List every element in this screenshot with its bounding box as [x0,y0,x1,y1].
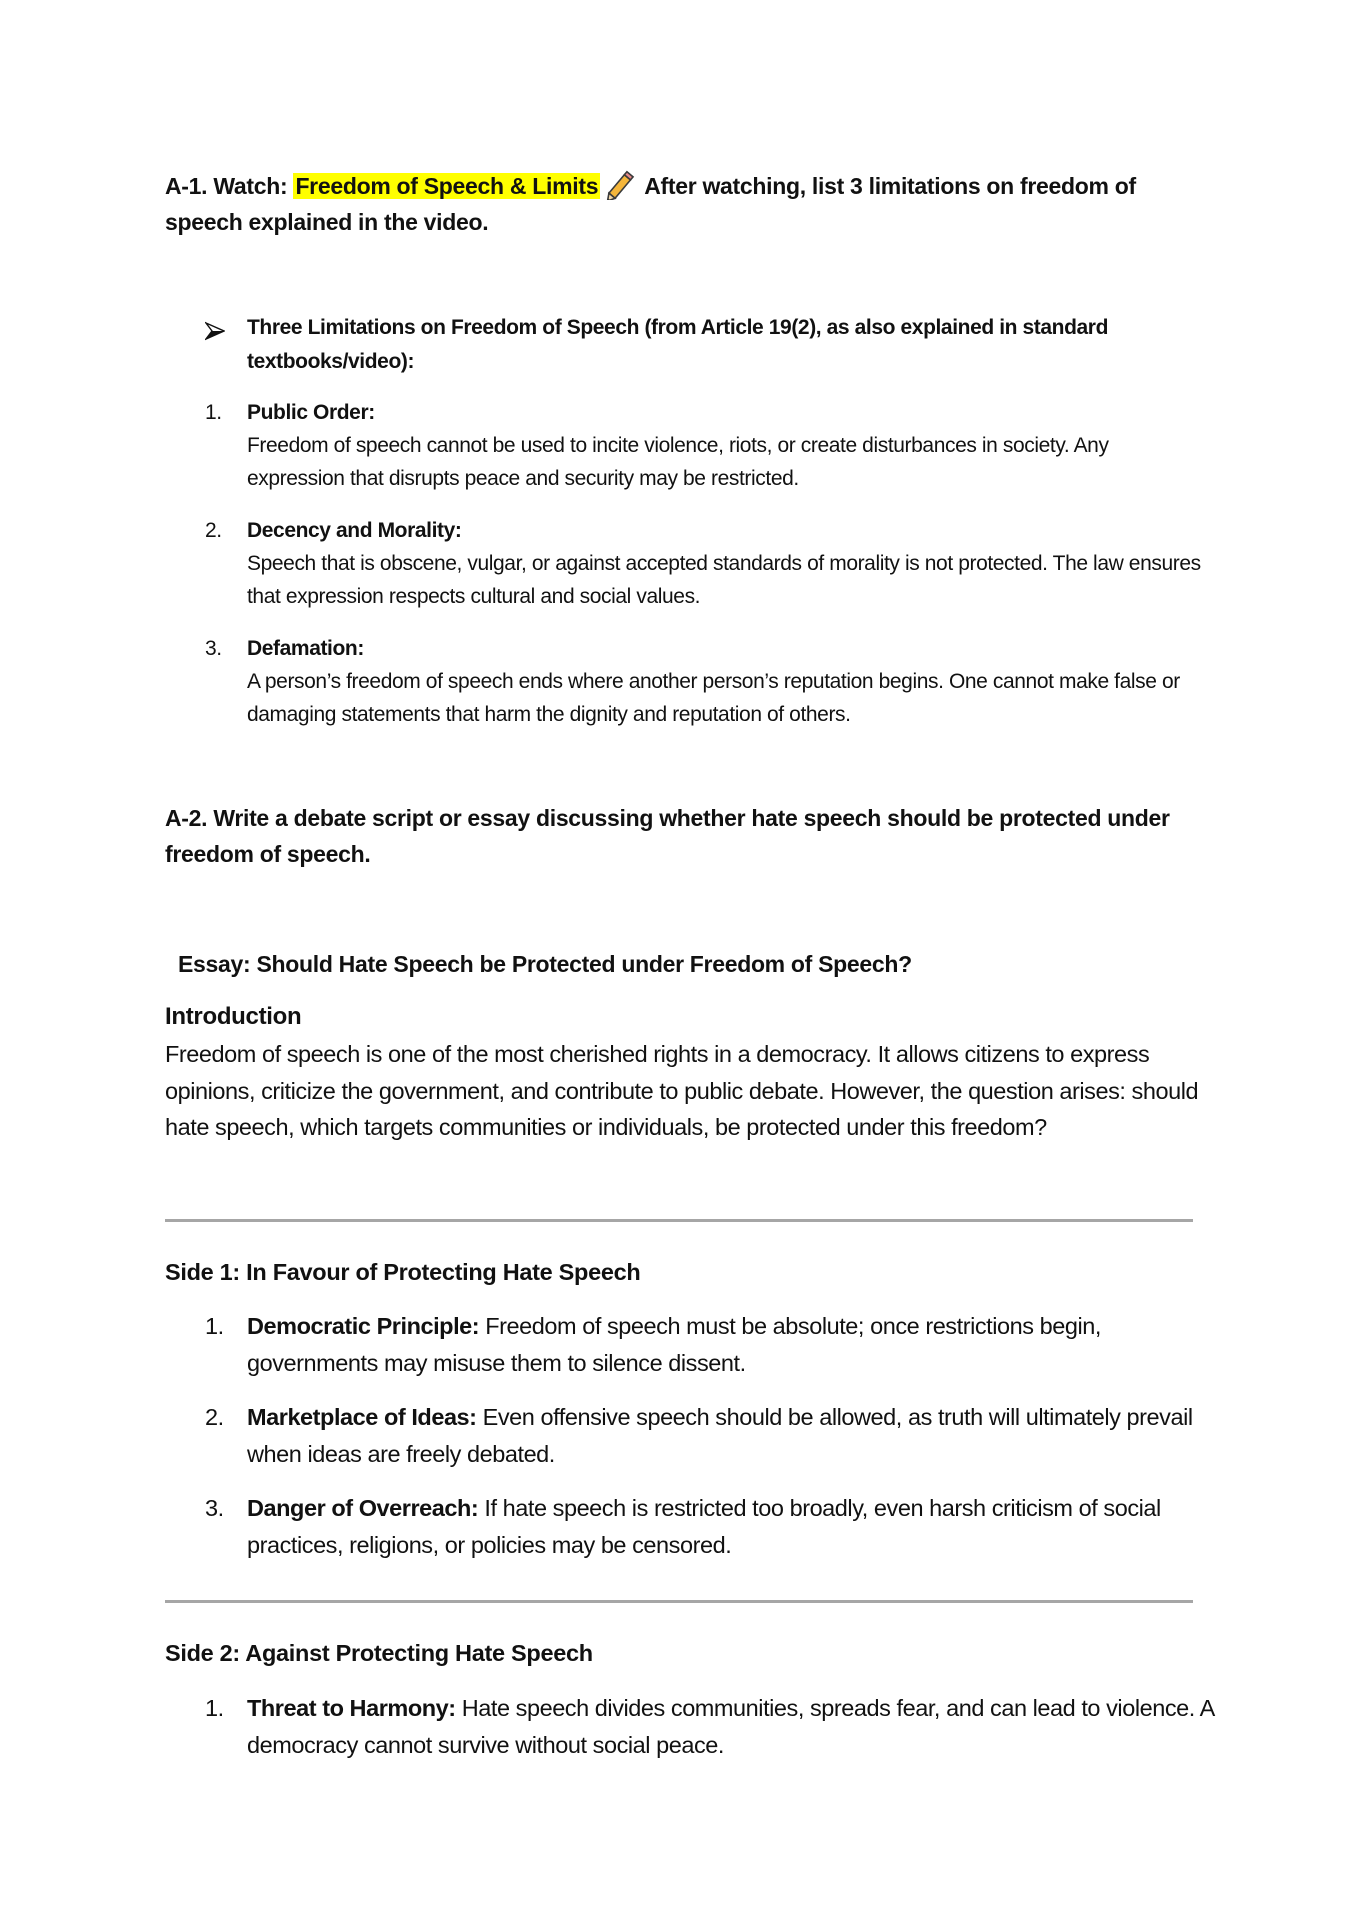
limitation-item [205,396,1205,495]
argument-title: Marketplace of Ideas: [247,1404,477,1430]
argument-number: 2. [205,1404,224,1430]
introduction-heading: Introduction [165,1003,302,1030]
limitations-subheading [205,311,1205,379]
question-a2-heading: A-2. Write a debate script or essay discussing whether hate speech should be protected under freedom of speech. [165,805,1170,867]
question-a1-heading [165,168,1205,240]
argument-title: Danger of Overreach: [247,1495,479,1521]
argument-item [205,1308,1215,1381]
question-a1-instructions: After watching, list 3 limitations on freedom of speech explained in the video. [165,173,1136,235]
limitation-number: 1. [205,401,222,424]
side1-heading: Side 1: In Favour of Protecting Hate Speech [165,1259,641,1285]
limitation-number: 2. [205,519,222,542]
argument-item [205,1690,1215,1763]
question-a1-prefix: A-1. Watch: [165,173,294,199]
limitation-item [205,514,1205,613]
introduction-paragraph: Freedom of speech is one of the most cherished rights in a democracy. It allows citizens to express opinions, criticize the government, and contribute to public debate. However, the question arises: should hate speech, which targets communities or individuals, be protected under this freedom? [165,1041,1199,1140]
limitation-text: A person’s freedom of speech ends where another person’s reputation begins. One cannot make false or damaging statements that harm the dignity and reputation of others. [247,670,1180,726]
argument-number: 1. [205,1695,224,1721]
section-divider [165,1219,1193,1222]
section-divider [165,1600,1193,1603]
limitation-text: Speech that is obscene, vulgar, or against accepted standards of morality is not protected. The law ensures that expression respects cultural and social values. [247,552,1201,608]
limitation-text: Freedom of speech cannot be used to incite violence, riots, or create disturbances in society. Any expression that disrupts peace and security may be restricted. [247,434,1109,490]
argument-number: 1. [205,1313,224,1339]
limitation-title: Public Order: [247,401,375,424]
limitation-title: Defamation: [247,637,364,660]
argument-item [205,1490,1215,1563]
arrow-bullet-icon [205,318,225,338]
pencil-icon [604,170,638,200]
side2-heading: Side 2: Against Protecting Hate Speech [165,1640,593,1666]
argument-text: Freedom of speech must be absolute; once restrictions begin, governments may misuse them to silence dissent. [247,1313,1101,1376]
argument-item [205,1399,1215,1472]
argument-text: Hate speech divides communities, spreads fear, and can lead to violence. A democracy cannot survive without social peace. [247,1695,1214,1758]
argument-number: 3. [205,1495,224,1521]
limitation-item [205,632,1205,731]
argument-text: Even offensive speech should be allowed, as truth will ultimately prevail when ideas are freely debated. [247,1404,1193,1467]
limitation-title: Decency and Morality: [247,519,462,542]
limitation-number: 3. [205,637,222,660]
essay-title: Essay: Should Hate Speech be Protected under Freedom of Speech? [178,951,912,977]
argument-title: Threat to Harmony: [247,1695,456,1721]
video-link[interactable]: Freedom of Speech & Limits [295,173,599,199]
limitations-subheading-text: Three Limitations on Freedom of Speech (from Article 19(2), as also explained in standard textbooks/video): [247,316,1108,373]
argument-title: Democratic Principle: [247,1313,480,1339]
argument-text: If hate speech is restricted too broadly, even harsh criticism of social practices, religions, or policies may be censored. [247,1495,1161,1558]
